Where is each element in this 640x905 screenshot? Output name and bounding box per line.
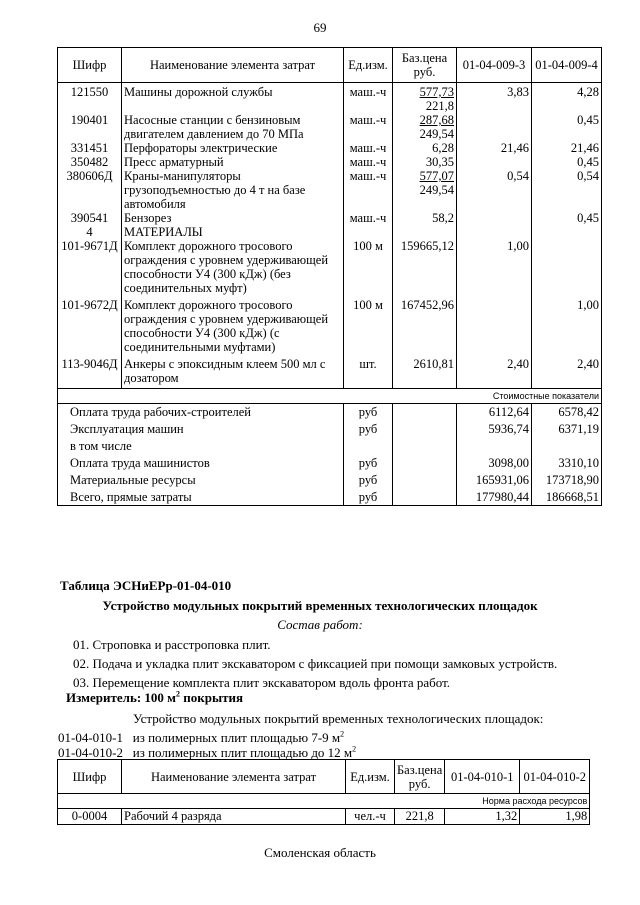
variant-row: 01-04-010-1 из полимерных плит площадью 7-9 $м^2$ xyxy=(58,729,345,745)
work-item: 03. Перемещение комплекта плит экскаватором вдоль фронта работ. xyxy=(73,675,451,690)
cell-value: 186668,51 xyxy=(532,489,602,506)
cell-unit: руб xyxy=(344,404,393,421)
cell-line: 30,35 xyxy=(425,155,454,169)
header-col-3: 01-04-009-3 xyxy=(457,48,532,83)
cell-value: 21,46 xyxy=(457,141,532,155)
cell-value: 3310,10 xyxy=(532,455,602,472)
cell-line: соединительными муфтами) xyxy=(124,340,276,354)
totals-row xyxy=(58,438,602,455)
cell-price xyxy=(393,113,457,141)
cell-value: 0,45 xyxy=(532,211,602,225)
cell-unit: маш.-ч xyxy=(344,83,393,114)
cell-value: 0,45 xyxy=(532,113,602,141)
cell-value xyxy=(532,239,602,298)
cell-line: 249,54 xyxy=(419,183,454,197)
table-row xyxy=(58,239,602,298)
cell-unit xyxy=(344,438,393,455)
table-row xyxy=(58,809,590,825)
work-item: 02. Подача и укладка плит экскаватором с фиксацией при помощи замковых устройств. xyxy=(73,656,558,671)
table-row xyxy=(58,113,602,141)
cell-empty xyxy=(393,455,457,472)
cell-line: Анкеры с эпоксидным клеем 500 мл с xyxy=(124,357,326,371)
table-row xyxy=(58,211,602,225)
section-title: МАТЕРИАЛЫ xyxy=(122,225,344,239)
totals-label: Оплата труда машинистов xyxy=(58,455,344,472)
cell-unit: маш.-ч xyxy=(344,211,393,225)
totals-row xyxy=(58,489,602,506)
section-number: 4 xyxy=(58,225,122,239)
cell-code: 101-9671Д xyxy=(58,239,122,298)
totals-label: Эксплуатация машин xyxy=(58,421,344,438)
table-row xyxy=(58,169,602,211)
cell-unit: руб xyxy=(344,489,393,506)
cell-price xyxy=(393,155,457,169)
cell-name xyxy=(122,155,344,169)
header-unit: Ед.изм. xyxy=(344,48,393,83)
header-col-1: 01-04-010-1 xyxy=(445,760,520,794)
cell-unit: маш.-ч xyxy=(344,113,393,141)
cell-line: двигателем давлением до 70 МПа xyxy=(124,127,304,141)
cell-value: 177980,44 xyxy=(457,489,532,506)
cell-price xyxy=(393,83,457,114)
cell-value: 6112,64 xyxy=(457,404,532,421)
cell-line: 221,8 xyxy=(425,99,454,113)
caption-row xyxy=(58,389,602,404)
totals-row xyxy=(58,404,602,421)
cell-empty xyxy=(393,225,457,239)
cell-line: Комплект дорожного тросового xyxy=(124,239,293,253)
totals-label: Оплата труда рабочих-строителей xyxy=(58,404,344,421)
cell-value: 165931,06 xyxy=(457,472,532,489)
table-row xyxy=(58,141,602,155)
cell-code: 380606Д xyxy=(58,169,122,211)
cell-unit: маш.-ч xyxy=(344,169,393,211)
cell-name xyxy=(122,113,344,141)
cell-empty xyxy=(393,472,457,489)
cell-line: способности У4 (300 кДж) (без xyxy=(124,267,291,281)
table-title: Таблица ЭСНиЕРр-01-04-010 xyxy=(60,578,232,593)
totals-row xyxy=(58,455,602,472)
table-description: Устройство модульных покрытий временных технологических площадок: xyxy=(133,711,544,726)
table-row xyxy=(58,83,602,114)
cell-price xyxy=(393,169,457,211)
resource-table-2 xyxy=(57,759,590,825)
cell-line: Комплект дорожного тросового xyxy=(124,298,293,312)
cell-unit: маш.-ч xyxy=(344,141,393,155)
cell-line: Насосные станции с бензиновым xyxy=(124,113,301,127)
cell-name xyxy=(122,357,344,389)
section-heading: Устройство модульных покрытий временных технологических площадок xyxy=(102,598,538,613)
cell-value: 173718,90 xyxy=(532,472,602,489)
header-unit: Ед.изм. xyxy=(346,760,395,794)
cell-unit: руб xyxy=(344,455,393,472)
cell-value: 1,00 xyxy=(457,239,532,298)
totals-row xyxy=(58,472,602,489)
cell-value: 6371,19 xyxy=(532,421,602,438)
header-name: Наименование элемента затрат xyxy=(122,48,344,83)
cell-value: 5936,74 xyxy=(457,421,532,438)
cell-code: 190401 xyxy=(58,113,122,141)
cell-code: 101-9672Д xyxy=(58,298,122,357)
cell-unit: руб xyxy=(344,472,393,489)
table-body xyxy=(58,83,602,506)
header-col-4: 01-04-009-4 xyxy=(532,48,602,83)
cell-value xyxy=(457,211,532,225)
cell-code: 113-9046Д xyxy=(58,357,122,389)
cell-line: 249,54 xyxy=(419,127,454,141)
table-row xyxy=(58,357,602,389)
cell-name xyxy=(122,239,344,298)
header-price: Баз.цена руб. xyxy=(393,48,457,83)
totals-label: в том числе xyxy=(58,438,344,455)
cost-caption: Стоимостные показатели xyxy=(58,389,602,404)
cell-unit: 100 м xyxy=(344,239,393,298)
totals-label: Материальные ресурсы xyxy=(58,472,344,489)
cell-unit: чел.-ч xyxy=(346,809,395,825)
cell-value: 1,32 xyxy=(445,809,520,825)
cell-code: 350482 xyxy=(58,155,122,169)
cell-code: 121550 xyxy=(58,83,122,114)
cell-value xyxy=(532,438,602,455)
cell-code: 390541 xyxy=(58,211,122,225)
cell-line: Машины дорожной службы xyxy=(124,85,273,99)
cell-value xyxy=(457,438,532,455)
cell-line: Пресс арматурный xyxy=(124,155,224,169)
cell-price: 159665,12 xyxy=(393,239,457,298)
cell-price xyxy=(393,141,457,155)
cell-name: Рабочий 4 разряда xyxy=(122,809,346,825)
header-price: Баз.цена руб. xyxy=(395,760,445,794)
header-code: Шифр xyxy=(58,48,122,83)
resource-table-1 xyxy=(57,47,602,506)
cell-line: 287,68 xyxy=(419,113,454,127)
cell-line: способности У4 (300 кДж) (с xyxy=(124,326,280,340)
variant-row: 01-04-010-2 из полимерных плит площадью до 12 $м^2$ xyxy=(58,744,357,760)
cell-value: 3098,00 xyxy=(457,455,532,472)
table-header-row xyxy=(58,760,590,794)
cell-price: 221,8 xyxy=(395,809,445,825)
caption-row xyxy=(58,794,590,809)
cell-line: ограждения с уровнем удерживающей xyxy=(124,253,329,267)
cell-value xyxy=(457,298,532,357)
cell-value: 1,98 xyxy=(520,809,590,825)
cell-line: Краны-манипуляторы xyxy=(124,169,241,183)
cell-line: дозатором xyxy=(124,371,179,385)
cell-empty xyxy=(532,225,602,239)
cell-value: 21,46 xyxy=(532,141,602,155)
header-code: Шифр xyxy=(58,760,122,794)
cell-name xyxy=(122,298,344,357)
cell-code: 331451 xyxy=(58,141,122,155)
cell-code: 0-0004 xyxy=(58,809,122,825)
cell-price xyxy=(393,211,457,225)
cell-name xyxy=(122,141,344,155)
cell-unit: 100 м xyxy=(344,298,393,357)
cell-empty xyxy=(393,438,457,455)
page-number: 69 xyxy=(313,20,327,35)
measure-unit: Измеритель: 100 $м^2$ покрытия xyxy=(66,689,244,705)
cell-line: грузоподъемностью до 4 т на базе xyxy=(124,183,306,197)
totals-row xyxy=(58,421,602,438)
work-composition-heading: Состав работ: xyxy=(277,617,363,632)
cell-line: 577,73 xyxy=(419,85,454,99)
cell-value: 4,28 xyxy=(532,83,602,114)
cell-empty xyxy=(344,225,393,239)
totals-label: Всего, прямые затраты xyxy=(58,489,344,506)
cell-line: ограждения с уровнем удерживающей xyxy=(124,312,329,326)
cell-value: 2,40 xyxy=(532,357,602,389)
cell-value: 0,45 xyxy=(532,155,602,169)
table-row xyxy=(58,298,602,357)
cell-line: 6,28 xyxy=(432,141,454,155)
cell-price: 2610,81 xyxy=(393,357,457,389)
cell-unit: маш.-ч xyxy=(344,155,393,169)
cell-empty xyxy=(393,404,457,421)
cell-line: 577,07 xyxy=(419,169,454,183)
cell-unit: руб xyxy=(344,421,393,438)
resource-norm-caption: Норма расхода ресурсов xyxy=(58,794,590,809)
header-name: Наименование элемента затрат xyxy=(122,760,346,794)
cell-name xyxy=(122,211,344,225)
cell-line: 58,2 xyxy=(432,211,454,225)
page-footer: Смоленская область xyxy=(264,845,376,860)
cell-name xyxy=(122,169,344,211)
cell-name xyxy=(122,83,344,114)
cell-value: 0,54 xyxy=(457,169,532,211)
section-row xyxy=(58,225,602,239)
table-header-row xyxy=(58,48,602,83)
header-col-2: 01-04-010-2 xyxy=(520,760,590,794)
table-row xyxy=(58,155,602,169)
cell-line: Бензорез xyxy=(124,211,172,225)
cell-value xyxy=(457,113,532,141)
cell-empty xyxy=(457,225,532,239)
cell-unit: шт. xyxy=(344,357,393,389)
cell-value: 3,83 xyxy=(457,83,532,114)
cell-value xyxy=(457,155,532,169)
work-item: 01. Строповка и расстроповка плит. xyxy=(73,637,271,652)
cell-empty xyxy=(393,421,457,438)
cell-line: Перфораторы электрические xyxy=(124,141,278,155)
cell-value: 2,40 xyxy=(457,357,532,389)
cell-price: 167452,96 xyxy=(393,298,457,357)
cell-value: 0,54 xyxy=(532,169,602,211)
cell-line: соединительных муфт) xyxy=(124,281,247,295)
cell-value: 1,00 xyxy=(532,298,602,357)
cell-empty xyxy=(393,489,457,506)
cell-line: автомобиля xyxy=(124,197,186,211)
cell-value: 6578,42 xyxy=(532,404,602,421)
